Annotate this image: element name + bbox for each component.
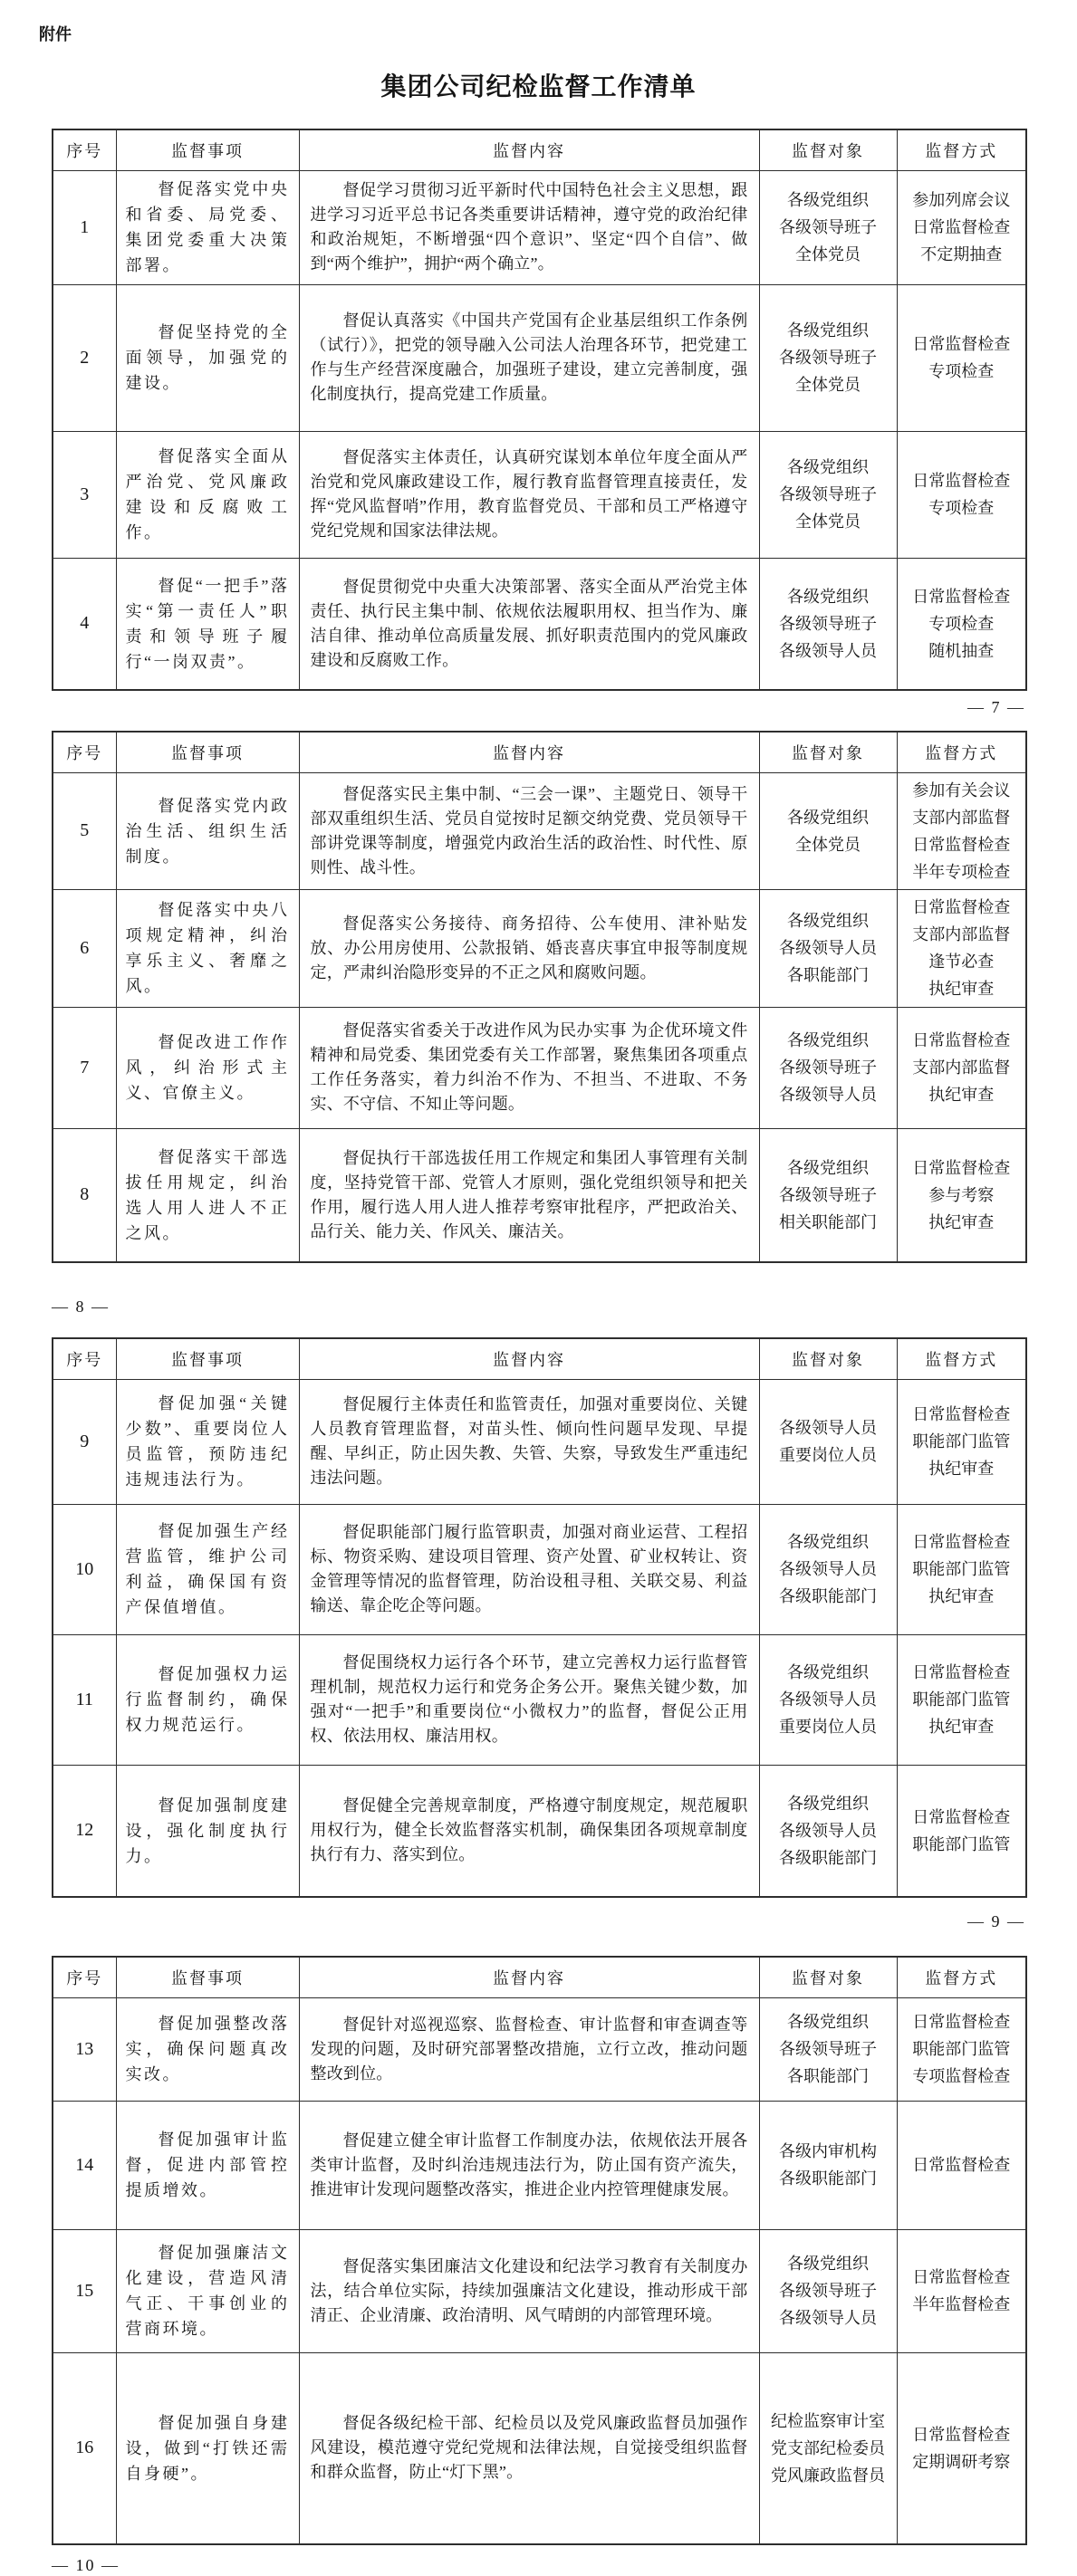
supervision-method-line: 执纪审查 (928, 1212, 995, 1231)
supervision-method-line: 支部内部监督 (912, 1058, 1011, 1077)
supervision-content-text: 督促职能部门履行监管职责，加强对商业运营、工程招标、物资采购、建设项目管理、资产处置、矿业权转让、资金管理等情况的监督管理，防治设租寻租、关联交易、利益输送、靠企吃企等问题。 (310, 1523, 748, 1614)
supervision-table (52, 1956, 1027, 2545)
cell-supervision-content (299, 2352, 759, 2544)
table-header-row (53, 1957, 1026, 1997)
cell-serial-number: 6 (53, 889, 116, 1007)
table-row (53, 1007, 1026, 1128)
cell-supervision-item (116, 1765, 299, 1897)
cell-supervision-target (759, 1765, 897, 1897)
column-header-supervision-method: 监督方式 (897, 732, 1026, 772)
supervision-method-line: 职能部门监管 (912, 1560, 1011, 1578)
supervision-method-line: 职能部门监管 (912, 1432, 1011, 1451)
cell-serial-number: 5 (53, 772, 116, 889)
cell-supervision-target (759, 170, 897, 284)
cell-supervision-content (299, 1997, 759, 2101)
table-row (53, 558, 1026, 690)
column-header-supervision-content: 监督内容 (299, 1338, 759, 1379)
supervision-method-line: 日常监督检查 (912, 1031, 1011, 1049)
supervision-target-line: 各职能部门 (787, 966, 869, 984)
supervision-content-text: 督促落实主体责任，认真研究谋划本单位年度全面从严治党和党风廉政建设工作，履行教育监督管理直接责任，发挥“党风监督哨”作用，教育监督党员、干部和员工严格遵守党纪党规和国家法律法规。 (310, 448, 748, 540)
supervision-method-line: 随机抽查 (928, 641, 995, 660)
cell-serial-number: 7 (53, 1007, 116, 1128)
supervision-target-line: 各级党组织 (787, 1794, 869, 1813)
cell-supervision-item (116, 1128, 299, 1262)
supervision-content-text: 督促学习贯彻习近平新时代中国特色社会主义思想，跟进学习习近平总书记各类重要讲话精神，遵守党的政治纪律和政治规矩，不断增强“四个意识”、坚定“四个自信”、做到“两个维护”，拥护“两个确立”。 (310, 181, 748, 273)
supervision-item-text: 督促落实中央八项规定精神，纠治享乐主义、奢靡之风。 (125, 901, 290, 995)
cell-supervision-target (759, 284, 897, 431)
table-row (53, 1379, 1026, 1504)
supervision-target-line: 各级领导班子 (779, 349, 877, 367)
cell-supervision-content (299, 284, 759, 431)
cell-supervision-target (759, 1504, 897, 1634)
supervision-item-text: 督促落实党中央和省委、局党委、集团党委重大决策部署。 (125, 180, 290, 274)
supervision-target-line: 各级职能部门 (779, 2169, 877, 2188)
supervision-target-line: 各级党组织 (787, 808, 869, 827)
cell-supervision-method (897, 1128, 1026, 1262)
supervision-content-text: 督促建立健全审计监督工作制度办法，依规依法开展各类审计监督，及时纠治违规违法行为，防止国有资产流失，推进审计发现问题整改落实，推进企业内控管理健康发展。 (310, 2131, 748, 2198)
cell-supervision-content (299, 772, 759, 889)
supervision-item-text: 督促加强整改落实，确保问题真改实改。 (125, 2015, 290, 2083)
cell-supervision-method (897, 1007, 1026, 1128)
cell-supervision-method (897, 170, 1026, 284)
cell-supervision-target (759, 558, 897, 690)
supervision-method-line: 专项监督检查 (912, 2067, 1011, 2085)
supervision-item-text: 督促加强“关键少数”、重要岗位人员监管，预防违纪违规违法行为。 (125, 1394, 290, 1489)
supervision-target-line: 各级党组织 (787, 321, 869, 340)
column-header-supervision-content: 监督内容 (299, 1957, 759, 1997)
column-header-supervision-item: 监督事项 (116, 1338, 299, 1379)
cell-serial-number: 1 (53, 170, 116, 284)
supervision-method-line: 日常监督检查 (912, 835, 1011, 854)
supervision-content-text: 督促落实民主集中制、“三会一课”、主题党日、领导干部双重组织生活、党员自觉按时足额交纳党费、党员领导干部讲党课等制度，增强党内政治生活的政治性、时代性、原则性、战斗性。 (310, 784, 748, 876)
cell-supervision-content (299, 558, 759, 690)
cell-supervision-content (299, 1634, 759, 1765)
supervision-method-line: 半年监督检查 (912, 2295, 1011, 2313)
supervision-method-line: 半年专项检查 (912, 862, 1011, 881)
supervision-method-line: 专项检查 (928, 362, 995, 380)
cell-supervision-method (897, 889, 1026, 1007)
supervision-content-text: 督促贯彻党中央重大决策部署、落实全面从严治党主体责任、执行民主集中制、依规依法履职用权、担当作为、廉洁自律、推动单位高质量发展、抓好职责范围内的党风廉政建设和反腐败工作。 (310, 577, 748, 669)
table-row (53, 1128, 1026, 1262)
cell-supervision-item (116, 772, 299, 889)
cell-supervision-content (299, 2229, 759, 2352)
page-number: — 9 — (967, 1912, 1025, 1930)
supervision-method-line: 执纪审查 (928, 1460, 995, 1478)
column-header-supervision-item: 监督事项 (116, 129, 299, 170)
supervision-target-line: 各级党组织 (787, 2013, 869, 2031)
cell-serial-number: 9 (53, 1379, 116, 1504)
supervision-content-text: 督促落实集团廉洁文化建设和纪法学习教育有关制度办法，结合单位实际，持续加强廉洁文化建设，推动形成干部清正、企业清廉、政治清明、风气晴朗的内部管理环境。 (310, 2256, 748, 2324)
supervision-target-line: 全体党员 (795, 245, 861, 263)
page-number: — 8 — (52, 1298, 110, 1316)
cell-supervision-method (897, 1997, 1026, 2101)
supervision-target-line: 各级领导人员 (779, 1419, 877, 1437)
cell-serial-number: 15 (53, 2229, 116, 2352)
supervision-target-line: 各级党组织 (787, 458, 869, 476)
supervision-method-line: 参与考察 (928, 1185, 995, 1204)
supervision-target-line: 各级领导人员 (779, 1821, 877, 1840)
cell-supervision-content (299, 1007, 759, 1128)
table-row (53, 2229, 1026, 2352)
cell-supervision-method (897, 2101, 1026, 2229)
supervision-method-line: 日常监督检查 (912, 1807, 1011, 1826)
cell-supervision-item (116, 558, 299, 690)
cell-supervision-item (116, 1997, 299, 2101)
table-header-row (53, 129, 1026, 170)
supervision-method-line: 日常监督检查 (912, 1158, 1011, 1177)
supervision-target-line: 各级党组织 (787, 1158, 869, 1177)
supervision-method-line: 日常监督检查 (912, 1533, 1011, 1551)
column-header-supervision-method: 监督方式 (897, 1338, 1026, 1379)
supervision-target-line: 各级党组织 (787, 1533, 869, 1551)
table-row (53, 1504, 1026, 1634)
cell-supervision-target (759, 431, 897, 558)
supervision-method-line: 日常监督检查 (912, 1663, 1011, 1681)
column-header-supervision-item: 监督事项 (116, 732, 299, 772)
supervision-target-line: 各级领导班子 (779, 2040, 877, 2058)
supervision-target-line: 各职能部门 (787, 2067, 869, 2085)
cell-supervision-target (759, 2352, 897, 2544)
cell-supervision-method (897, 558, 1026, 690)
cell-serial-number: 12 (53, 1765, 116, 1897)
supervision-method-line: 日常监督检查 (912, 898, 1011, 916)
supervision-table (52, 1337, 1027, 1898)
supervision-target-line: 各级领导人员 (779, 2309, 877, 2327)
table-header-row (53, 1338, 1026, 1379)
cell-serial-number: 16 (53, 2352, 116, 2544)
supervision-target-line: 党支部纪检委员 (771, 2438, 885, 2457)
supervision-content-text: 督促履行主体责任和监管责任，加强对重要岗位、关键人员教育管理监督，对苗头性、倾向性问题早发现、早提醒、早纠正，防止因失教、失管、失察，导致发生严重违纪违法问题。 (310, 1395, 748, 1487)
supervision-target-line: 各级党组织 (787, 1031, 869, 1049)
cell-serial-number: 3 (53, 431, 116, 558)
supervision-content-text: 督促执行干部选拔任用工作规定和集团人事管理有关制度，坚持党管干部、党管人才原则，强化党组织领导和把关作用，履行选人用人进人推荐考察审批程序，严把政治关、品行关、能力关、作风关、廉洁关。 (310, 1148, 748, 1240)
cell-supervision-target (759, 1997, 897, 2101)
cell-supervision-item (116, 2101, 299, 2229)
supervision-content-text: 督促各级纪检干部、纪检员以及党风廉政监督员加强作风建设，模范遵守党纪党规和法律法规，自觉接受组织监督和群众监督，防止“灯下黑”。 (310, 2414, 748, 2482)
cell-serial-number: 11 (53, 1634, 116, 1765)
column-header-supervision-target: 监督对象 (759, 1957, 897, 1997)
supervision-target-line: 各级内审机构 (779, 2142, 877, 2160)
supervision-method-line: 日常监督检查 (912, 218, 1011, 236)
cell-serial-number: 13 (53, 1997, 116, 2101)
supervision-method-line: 日常监督检查 (912, 1405, 1011, 1423)
supervision-content-text: 督促认真落实《中国共产党国有企业基层组织工作条例（试行）》，把党的领导融入公司法人治理各环节，把党建工作与生产经营深度融合，加强班子建设，建立完善制度，强化制度执行，提高党建工作质量。 (310, 311, 748, 403)
supervision-method-line: 逢节必查 (928, 953, 995, 971)
supervision-target-line: 党风廉政监督员 (771, 2466, 885, 2485)
table-row (53, 1997, 1026, 2101)
page-number: — 10 — (52, 2556, 120, 2574)
cell-serial-number: 14 (53, 2101, 116, 2229)
cell-supervision-method (897, 1504, 1026, 1634)
cell-supervision-item (116, 1504, 299, 1634)
page-title: 集团公司纪检监督工作清单 (380, 72, 697, 101)
supervision-content-text: 督促落实公务接待、商务招待、公车使用、津补贴发放、办公用房使用、公款报销、婚丧喜庆事宜申报等制度规定，严肃纠治隐形变异的不正之风和腐败问题。 (310, 914, 748, 982)
supervision-target-line: 各级领导班子 (779, 1058, 877, 1077)
supervision-target-line: 纪检监察审计室 (771, 2411, 885, 2430)
attachment-label: 附件 (39, 25, 72, 43)
cell-supervision-content (299, 889, 759, 1007)
cell-supervision-item (116, 2352, 299, 2544)
table-row (53, 889, 1026, 1007)
supervision-target-line: 全体党员 (795, 835, 861, 854)
supervision-target-line: 各级党组织 (787, 2255, 869, 2273)
cell-serial-number: 10 (53, 1504, 116, 1634)
table-row (53, 1634, 1026, 1765)
cell-supervision-content (299, 1128, 759, 1262)
supervision-method-line: 日常监督检查 (912, 587, 1011, 606)
table-row (53, 1765, 1026, 1897)
column-header-serial-number: 序号 (53, 129, 116, 170)
cell-supervision-target (759, 1634, 897, 1765)
supervision-item-text: 督促坚持党的全面领导，加强党的建设。 (125, 323, 290, 392)
supervision-target-line: 各级领导人员 (779, 1086, 877, 1104)
supervision-method-line: 日常监督检查 (912, 2268, 1011, 2286)
cell-supervision-method (897, 772, 1026, 889)
cell-supervision-content (299, 431, 759, 558)
supervision-target-line: 各级党组织 (787, 912, 869, 930)
supervision-target-line: 各级领导人员 (779, 939, 877, 957)
supervision-table (52, 129, 1027, 691)
supervision-target-line: 重要岗位人员 (779, 1446, 877, 1464)
cell-supervision-target (759, 1379, 897, 1504)
supervision-method-line: 专项检查 (928, 614, 995, 633)
cell-supervision-item (116, 1007, 299, 1128)
cell-supervision-method (897, 1765, 1026, 1897)
supervision-method-line: 执纪审查 (928, 1587, 995, 1605)
cell-supervision-target (759, 889, 897, 1007)
supervision-content-text: 督促围绕权力运行各个环节，建立完善权力运行监督管理机制，规范权力运行和党务企务公开。聚焦关键少数，加强对“一把手”和重要岗位“小微权力”的监督，督促公正用权、依法用权、廉洁用权。 (310, 1653, 748, 1745)
supervision-target-line: 重要岗位人员 (779, 1718, 877, 1736)
supervision-target-line: 各级党组织 (787, 587, 869, 606)
supervision-method-line: 职能部门监管 (912, 1834, 1011, 1853)
supervision-method-line: 日常监督检查 (912, 472, 1011, 490)
table-row (53, 2101, 1026, 2229)
cell-supervision-target (759, 2101, 897, 2229)
supervision-item-text: 督促落实全面从严治党、党风廉政建设和反腐败工作。 (125, 447, 290, 541)
cell-supervision-method (897, 2229, 1026, 2352)
supervision-target-line: 各级领导班子 (779, 614, 877, 633)
supervision-item-text: 督促落实干部选拔任用规定，纠治选人用人进人不正之风。 (125, 1147, 290, 1242)
supervision-method-line: 定期调研考察 (912, 2452, 1011, 2471)
cell-supervision-method (897, 1634, 1026, 1765)
supervision-content-text: 督促健全完善规章制度，严格遵守制度规定，规范履职用权行为，健全长效监督落实机制，确保集团各项规章制度执行有力、落实到位。 (310, 1796, 748, 1864)
supervision-target-line: 各级领导班子 (779, 2282, 877, 2300)
supervision-method-line: 日常监督检查 (912, 2013, 1011, 2031)
cell-supervision-item (116, 2229, 299, 2352)
cell-supervision-content (299, 1504, 759, 1634)
column-header-serial-number: 序号 (53, 732, 116, 772)
supervision-content-text: 督促针对巡视巡察、监督检查、审计监督和审查调查等发现的问题，及时研究部署整改措施，立行立改，推动问题整改到位。 (310, 2015, 748, 2083)
supervision-method-line: 日常监督检查 (912, 2156, 1011, 2174)
supervision-method-line: 执纪审查 (928, 1718, 995, 1736)
cell-supervision-item (116, 889, 299, 1007)
supervision-target-line: 各级领导班子 (779, 218, 877, 236)
cell-serial-number: 4 (53, 558, 116, 690)
supervision-target-line: 各级党组织 (787, 1663, 869, 1681)
supervision-method-line: 支部内部监督 (912, 925, 1011, 943)
supervision-target-line: 各级领导班子 (779, 485, 877, 503)
supervision-target-line: 各级领导人员 (779, 1690, 877, 1709)
supervision-method-line: 参加有关会议 (912, 780, 1011, 800)
cell-supervision-target (759, 1007, 897, 1128)
supervision-item-text: 督促加强自身建设，做到“打铁还需自身硬”。 (125, 2413, 290, 2483)
column-header-supervision-target: 监督对象 (759, 1338, 897, 1379)
supervision-target-line: 各级领导人员 (779, 1560, 877, 1578)
supervision-method-line: 职能部门监管 (912, 2040, 1011, 2058)
supervision-method-line: 专项检查 (928, 499, 995, 517)
cell-serial-number: 8 (53, 1128, 116, 1262)
column-header-supervision-content: 监督内容 (299, 129, 759, 170)
supervision-target-line: 各级领导人员 (779, 641, 877, 660)
supervision-method-line: 日常监督检查 (912, 2425, 1011, 2444)
cell-supervision-method (897, 1379, 1026, 1504)
supervision-method-line: 支部内部监督 (912, 808, 1011, 827)
column-header-supervision-method: 监督方式 (897, 129, 1026, 170)
supervision-item-text: 督促加强审计监督，促进内部管控提质增效。 (125, 2131, 290, 2199)
supervision-item-text: 督促改进工作作风，纠治形式主义、官僚主义。 (125, 1033, 290, 1102)
supervision-content-text: 督促落实省委关于改进作风为民办实事 为企优环境文件精神和局党委、集团党委有关工作部署，聚焦集团各项重点工作任务落实，着力纠治不作为、不担当、不进取、不务实、不守信、不知止等问题。 (310, 1021, 748, 1113)
cell-supervision-method (897, 431, 1026, 558)
cell-supervision-method (897, 284, 1026, 431)
supervision-target-line: 各级领导班子 (779, 1185, 877, 1204)
supervision-item-text: 督促加强制度建设，强化制度执行力。 (125, 1796, 290, 1865)
supervision-target-line: 各级职能部门 (779, 1848, 877, 1867)
supervision-target-line: 全体党员 (795, 512, 861, 531)
cell-supervision-content (299, 170, 759, 284)
column-header-supervision-target: 监督对象 (759, 129, 897, 170)
supervision-method-line: 不定期抽查 (920, 245, 1003, 263)
table-row (53, 170, 1026, 284)
supervision-method-line: 执纪审查 (928, 980, 995, 998)
supervision-item-text: 督促落实党内政治生活、组织生活制度。 (125, 796, 290, 866)
column-header-supervision-method: 监督方式 (897, 1957, 1026, 1997)
cell-supervision-content (299, 2101, 759, 2229)
table-header-row (53, 732, 1026, 772)
supervision-method-line: 执纪审查 (928, 1086, 995, 1104)
supervision-method-line: 职能部门监管 (912, 1690, 1011, 1709)
table-row (53, 2352, 1026, 2544)
page-number: — 7 — (967, 698, 1025, 716)
tables-container (52, 129, 1025, 2576)
table-row (53, 772, 1026, 889)
cell-supervision-content (299, 1765, 759, 1897)
column-header-supervision-content: 监督内容 (299, 732, 759, 772)
supervision-target-line: 相关职能部门 (779, 1212, 877, 1231)
cell-supervision-item (116, 170, 299, 284)
supervision-method-line: 日常监督检查 (912, 335, 1011, 353)
column-header-serial-number: 序号 (53, 1338, 116, 1379)
supervision-target-line: 各级职能部门 (779, 1587, 877, 1605)
supervision-table (52, 731, 1027, 1263)
supervision-item-text: 督促“一把手”落实“第一责任人”职责和领导班子履行“一岗双责”。 (125, 576, 290, 671)
table-row (53, 284, 1026, 431)
table-row (53, 431, 1026, 558)
cell-supervision-item (116, 284, 299, 431)
supervision-item-text: 督促加强廉洁文化建设，营造风清气正、干事创业的营商环境。 (125, 2244, 290, 2338)
supervision-item-text: 督促加强生产经营监管，维护公司利益，确保国有资产保值增值。 (125, 1522, 290, 1616)
cell-supervision-target (759, 2229, 897, 2352)
column-header-serial-number: 序号 (53, 1957, 116, 1997)
column-header-supervision-target: 监督对象 (759, 732, 897, 772)
supervision-item-text: 督促加强权力运行监督制约，确保权力规范运行。 (125, 1665, 290, 1734)
cell-supervision-item (116, 1379, 299, 1504)
cell-serial-number: 2 (53, 284, 116, 431)
cell-supervision-method (897, 2352, 1026, 2544)
cell-supervision-target (759, 1128, 897, 1262)
cell-supervision-target (759, 772, 897, 889)
cell-supervision-content (299, 1379, 759, 1504)
supervision-target-line: 全体党员 (795, 376, 861, 394)
supervision-target-line: 各级党组织 (787, 191, 869, 209)
cell-supervision-item (116, 431, 299, 558)
supervision-method-line: 参加列席会议 (912, 191, 1011, 209)
cell-supervision-item (116, 1634, 299, 1765)
column-header-supervision-item: 监督事项 (116, 1957, 299, 1997)
